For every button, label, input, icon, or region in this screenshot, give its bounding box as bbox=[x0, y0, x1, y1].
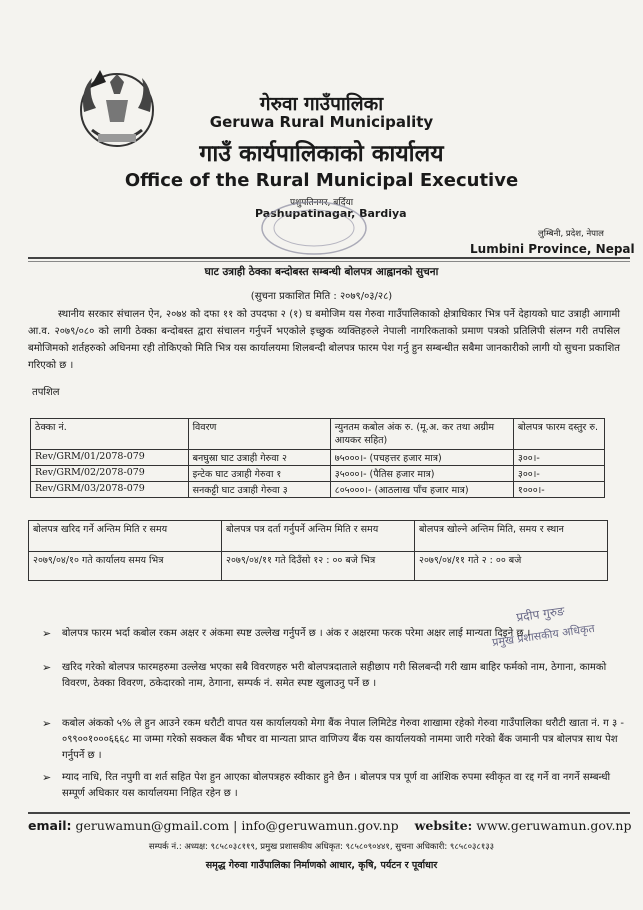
condition-text: कबोल अंकको ५% ले हुन आउने रकम धरौटी वापत यस कार्यालयको मेगा बैंक नेपाल लिमिटेड गेरुवा शाखामा रहेको गेरुवा गाउँपालिका धरौटी खाता नं. ग ३ - ०९९००१०००६६६८ मा जम्मा गरेको सक्कल बैंक भौचर वा मान्यता प्राप्त वाणिज्य बैंक यस कार्यालयको नाममा जारी गरेको बैंक जमानी पत्र बोलपत्र साथ पेश गर्नुपर्ने छ । bbox=[62, 718, 624, 761]
purchase-deadline: २०७९/०४/१० गते कार्यालय समय भित्र bbox=[29, 552, 222, 581]
submit-deadline: २०७९/०४/११ गते दिउँसो १२ : ०० बजे भित्र bbox=[222, 552, 415, 581]
table-row bbox=[31, 466, 605, 482]
contract-fee: ३००।- bbox=[513, 466, 604, 482]
condition-item bbox=[42, 770, 628, 802]
col-submit-deadline: बोलपत्र पत्र दर्ता गर्नुपर्ने अन्तिम मिति र समय bbox=[222, 521, 415, 552]
website-value: www.geruwamun.gov.np bbox=[476, 818, 632, 833]
col-description: विवरण bbox=[188, 419, 330, 450]
condition-item bbox=[42, 626, 628, 642]
intro-paragraph: स्थानीय सरकार संचालन ऐन, २०७४ को दफा ११ को उपदफा २ (१) घ बमोजिम यस गेरुवा गाउँपालिकाको क्षेत्राधिकार भित्र पर्ने देहायको घाट उत्राही आगामी आ.व. २०७९/०८० को लागी ठेक्का बन्दोबस्त द्वारा संचालन गर्नुपर्ने भएकोले इच्छुक व्यक्तिहरुले नेपाली नागरिकताको प्रमाण पत्रको प्रतिलिपी संलग्न गरी तपसिल बमोजिमको शर्तहरुको अधिनमा रही तोकिएको मिति भित्र यस कार्यालयमा शिलबन्दी बोलपत्र फारम पेश गर्नु हुन सम्बन्धीत सबैमा जानकारीको लागी यो सुचना प्रकाशित गरिएको छ । bbox=[28, 309, 620, 371]
condition-text: खरिद गरेको बोलपत्र फारमहरुमा उल्लेख भएका सबै विवरणहरु भरी बोलपत्रदाताले सहीछाप गरी सिलबन्दी गरी खाम बाहिर फर्मको नाम, ठेगाना, कामको विवरण, ठेक्का विवरण, ठकेदारको नाम, ठेगाना, सम्पर्क नं. समेत स्पष्ट खुलाउनु पर्ने छ । bbox=[62, 662, 607, 689]
col-opening-time: बोलपत्र खोल्ने अन्तिम मिति, समय र स्थान bbox=[415, 521, 608, 552]
office-title-ne: गाउँ कार्यपालिकाको कार्यालय bbox=[199, 141, 444, 167]
condition-item bbox=[42, 716, 628, 764]
arrow-bullet-icon: ➢ bbox=[42, 661, 52, 674]
province-en: Lumbini Province, Nepal bbox=[470, 242, 635, 256]
location-ne: पशुपतिनगर, बर्दिया bbox=[290, 198, 354, 208]
signatory-name: प्रदीप गुरुङ bbox=[515, 603, 566, 625]
municipality-title-ne: गेरुवा गाउँपालिका bbox=[259, 93, 384, 115]
contract-fee: १०००।- bbox=[513, 482, 604, 498]
contract-table-header bbox=[31, 419, 605, 450]
contract-desc: सनकट्टी घाट उत्राही गेरुवा ३ bbox=[188, 482, 330, 498]
col-contract-no: ठेक्का नं. bbox=[31, 419, 189, 450]
arrow-bullet-icon: ➢ bbox=[42, 771, 52, 784]
table-row bbox=[31, 450, 605, 466]
opening-time: २०७९/०४/११ गते २ : ०० बजे bbox=[415, 552, 608, 581]
schedule-table bbox=[28, 520, 608, 581]
website-label: website: bbox=[414, 818, 473, 833]
tapsil-label: तपशिल bbox=[32, 387, 60, 398]
signatory-title: प्रमुख प्रशासकीय अधिकृत bbox=[491, 621, 596, 650]
schedule-table-header bbox=[29, 521, 608, 552]
province-ne: लुम्बिनी, प्रदेश, नेपाल bbox=[538, 229, 604, 239]
contract-bid: ७५०००।- (पचहत्तर हजार मात्र) bbox=[330, 450, 513, 466]
table-row bbox=[31, 482, 605, 498]
header-divider bbox=[28, 257, 630, 259]
municipality-title-en: Geruwa Rural Municipality bbox=[209, 113, 434, 131]
condition-item bbox=[42, 660, 628, 692]
publish-date: (सुचना प्रकाशित मिति : २०७९/०३/२८) bbox=[250, 291, 393, 302]
arrow-bullet-icon: ➢ bbox=[42, 627, 52, 640]
location-en: Pashupatinagar, Bardiya bbox=[255, 207, 407, 220]
contract-no: Rev/GRM/02/2078-079 bbox=[31, 466, 189, 482]
contract-table bbox=[30, 418, 605, 498]
office-title-en: Office of the Rural Municipal Executive bbox=[124, 170, 519, 191]
condition-text: म्याद नाधि, रित नपुगी वा शर्त सहित पेश हुन आएका बोलपत्रहरु स्वीकार हुने छैन । बोलपत्र पत्र पूर्ण वा आंशिक रुपमा स्वीकृत वा रद्द गर्ने वा नगर्ने सम्बन्धी सम्पूर्ण अधिकार यस कार्यालयमा निहित रहेन छ । bbox=[62, 772, 611, 799]
col-purchase-deadline: बोलपत्र खरिद गर्ने अन्तिम मिति र समय bbox=[29, 521, 222, 552]
footer-contact-line bbox=[28, 818, 631, 833]
contract-no: Rev/GRM/01/2078-079 bbox=[31, 450, 189, 466]
email-value: geruwamun@gmail.com | info@geruwamun.gov.np bbox=[75, 818, 399, 833]
table-row bbox=[29, 552, 608, 581]
contract-desc: इन्टेक घाट उत्राही गेरुवा १ bbox=[188, 466, 330, 482]
footer-slogan: समृद्ध गेरुवा गाउँपालिका निर्माणको आधार, कृषि, पर्यटन र पूर्वाधार bbox=[205, 860, 438, 871]
arrow-bullet-icon: ➢ bbox=[42, 717, 52, 730]
contract-fee: ३००।- bbox=[513, 450, 604, 466]
header-divider-thin bbox=[28, 261, 630, 262]
contract-bid: ३५०००।- (पैतिस हजार मात्र) bbox=[330, 466, 513, 482]
office-stamp-icon bbox=[258, 198, 370, 258]
col-form-fee: बोलपत्र फारम दस्तुर रु. bbox=[513, 419, 604, 450]
notice-subject: घाट उत्राही ठेक्का बन्दोबस्त सम्बन्धी बोलपत्र आह्वानको सुचना bbox=[204, 266, 439, 278]
footer-phone-numbers: सम्पर्क नं.: अध्यक्ष: ९८५८०३८११९, प्रमुख प्रशासकीय अधिकृत: ९८५८०९०४४१, सुचना अधिकारी: ९८५८०३८१३३ bbox=[148, 842, 495, 852]
footer-divider bbox=[28, 812, 630, 814]
condition-text: बोलपत्र फारम भर्दा कबोल रकम अक्षर र अंकमा स्पष्ट उल्लेख गर्नुपर्ने छ । अंक र अक्षरमा फरक परेमा अक्षर लाई मान्यता दिइने छ । bbox=[62, 628, 531, 639]
contract-bid: ८०५०००।- (आठलाख पाँच हजार मात्र) bbox=[330, 482, 513, 498]
email-label: email: bbox=[28, 818, 72, 833]
contract-desc: बनघुस्रा घाट उत्राही गेरुवा २ bbox=[188, 450, 330, 466]
contract-no: Rev/GRM/03/2078-079 bbox=[31, 482, 189, 498]
col-min-bid: न्युनतम कबोल अंक रु. (मू.अ. कर तथा अग्रीम आयकर सहित) bbox=[330, 419, 513, 450]
